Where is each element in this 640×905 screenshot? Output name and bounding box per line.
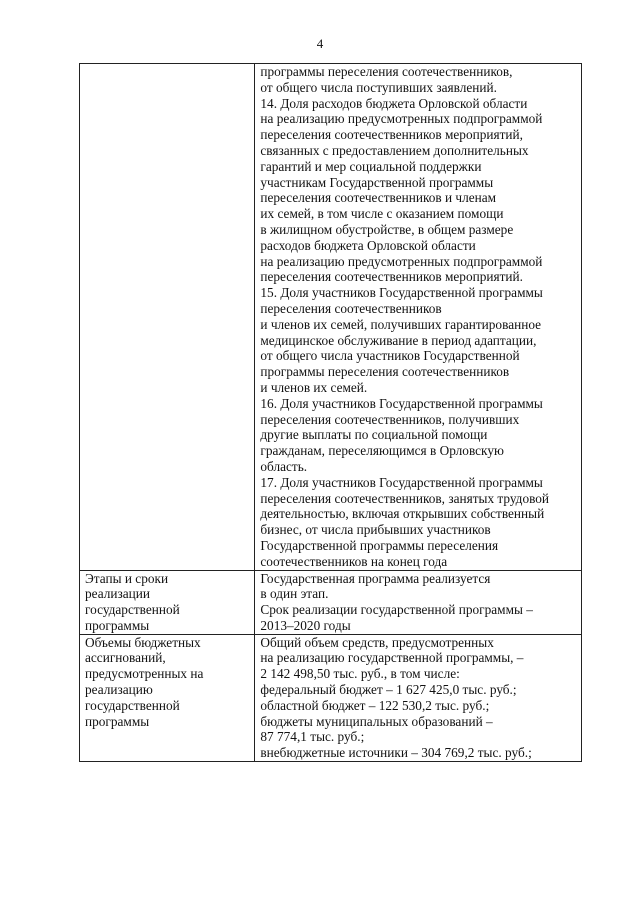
text-line: 2013–2020 годы — [260, 617, 351, 633]
text-line: переселения соотечественников, получивших — [260, 411, 520, 427]
label-line: предусмотренных на — [85, 666, 204, 682]
text-line: от общего числа участников Государственной — [260, 348, 520, 364]
label-line: ассигнований, — [85, 650, 166, 666]
label-line: Этапы и сроки — [85, 570, 169, 586]
text-line: на реализацию государственной программы, – — [260, 650, 524, 666]
text-line: 2 142 498,50 тыс. руб., в том числе: — [260, 666, 460, 682]
text-line: переселения соотечественников мероприятий. — [260, 269, 523, 285]
text-line: от общего числа поступивших заявлений. — [260, 79, 497, 95]
row-budget-value-cell — [255, 634, 582, 761]
text-line: бюджеты муниципальных образований – — [260, 713, 493, 729]
table-row-indicators — [80, 64, 582, 571]
table-row-stages — [80, 570, 582, 634]
text-line: расходов бюджета Орловской области — [260, 237, 476, 253]
label-line: реализацию — [85, 682, 153, 698]
text-line: на реализацию предусмотренных подпрограммой — [260, 253, 543, 269]
row-indicators-value-cell — [255, 64, 582, 571]
text-line: 17. Доля участников Государственной программы — [260, 474, 543, 490]
text-line: медицинское обслуживание в период адаптации, — [260, 332, 537, 348]
table-row-budget — [80, 634, 582, 761]
text-line: и членов их семей, получивших гарантированное — [260, 316, 542, 332]
text-line: и членов их семей. — [260, 379, 368, 395]
row-stages-label-cell — [80, 570, 255, 634]
text-line: областной бюджет – 122 530,2 тыс. руб.; — [260, 697, 490, 713]
text-line: область. — [260, 458, 308, 474]
text-line: переселения соотечественников мероприятий, — [260, 127, 523, 143]
label-line: программы — [85, 617, 150, 633]
text-line: гражданам, переселяющимся в Орловскую — [260, 443, 504, 459]
text-line: 15. Доля участников Государственной программы — [260, 285, 543, 301]
text-line: программы переселения соотечественников — [260, 364, 510, 380]
text-line: внебюджетные источники – 304 769,2 тыс. руб.; — [260, 745, 532, 761]
text-line: 87 774,1 тыс. руб.; — [260, 729, 365, 745]
row-budget-label-cell — [80, 634, 255, 761]
text-line: в жилищном обустройстве, в общем размере — [260, 221, 514, 237]
text-line: переселения соотечественников, занятых трудовой — [260, 490, 550, 506]
text-line: соотечественников на конец года — [260, 553, 448, 569]
row-stages-value-cell — [255, 570, 582, 634]
text-line: федеральный бюджет – 1 627 425,0 тыс. руб.; — [260, 682, 517, 698]
text-line: 16. Доля участников Государственной программы — [260, 395, 543, 411]
text-line: Государственной программы переселения — [260, 537, 499, 553]
label-line: государственной — [85, 602, 180, 618]
text-line: на реализацию предусмотренных подпрограммой — [260, 111, 543, 127]
text-line: гарантий и мер социальной поддержки — [260, 158, 482, 174]
text-line: 14. Доля расходов бюджета Орловской области — [260, 95, 528, 111]
text-line: бизнес, от числа прибывших участников — [260, 522, 491, 538]
text-line: участникам Государственной программы — [260, 174, 494, 190]
text-line: переселения соотечественников — [260, 300, 442, 316]
label-line: реализации — [85, 586, 150, 602]
label-line: государственной — [85, 697, 180, 713]
text-line: программы переселения соотечественников, — [260, 64, 513, 79]
label-line: Объемы бюджетных — [85, 634, 201, 650]
text-line: другие выплаты по социальной помощи — [260, 427, 488, 443]
text-line: связанных с предоставлением дополнительных — [260, 142, 529, 158]
page-number: 4 — [316, 36, 324, 51]
label-line: программы — [85, 713, 150, 729]
text-line: Срок реализации государственной программы – — [260, 602, 533, 618]
text-line: Государственная программа реализуется — [260, 570, 491, 586]
text-line: переселения соотечественников и членам — [260, 190, 497, 206]
text-line: Общий объем средств, предусмотренных — [260, 634, 494, 650]
text-line: деятельностью, включая открывших собственный — [260, 506, 545, 522]
text-line: в один этап. — [260, 586, 329, 602]
text-line: их семей, в том числе с оказанием помощи — [260, 206, 504, 222]
row-indicators-label-cell — [80, 64, 255, 571]
passport-table — [79, 63, 582, 762]
